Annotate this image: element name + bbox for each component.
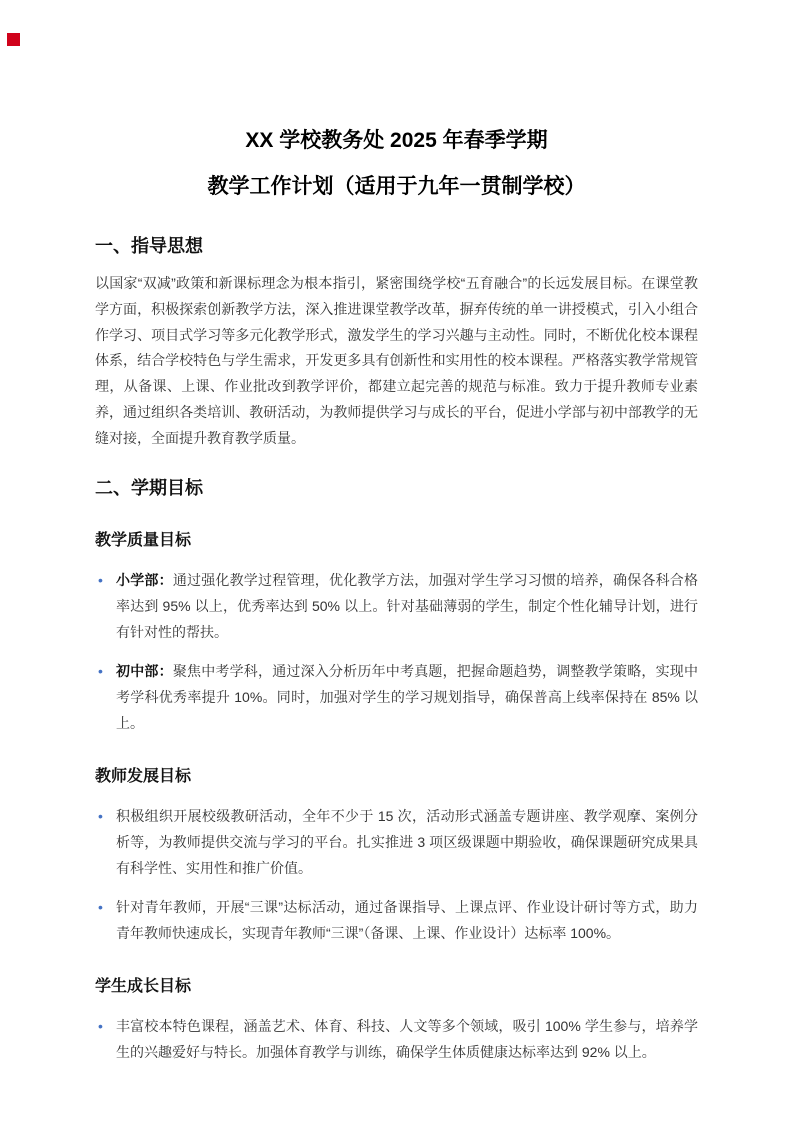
subheading-student-growth-goals: 学生成长目标 — [95, 977, 192, 995]
guiding-ideology-paragraph: 以国家“双减”政策和新课标理念为根本指引，紧密围绕学校“五育融合”的长远发展目标。在课堂教学方面，积极探索创新教学方法，深入推进课堂教学改革，摒弃传统的单一讲授模式，引入小组合作学习、项目式学习等多元化教学形式，激发学生的学习兴趣与主动性。同时，不断优化校本课程体系，结合学校特色与学生需求，开发更多具有创新性和实用性的校本课程。严格落实教学常规管理，从备课、上课、作业批改到教学评价，都建立起完善的规范与标准。致力于提升教师专业素养，通过组织各类培训、教研活动，为教师提供学习与成长的平台，促进小学部与初中部教学的无缝对接，全面提升教育教学质量。 — [95, 275, 698, 446]
list-item — [95, 803, 698, 881]
list-item — [95, 1013, 698, 1065]
bullet-text: 丰富校本特色课程，涵盖艺术、体育、科技、人文等多个领域，吸引 100% 学生参与，培养学生的兴趣爱好与特长。加强体育教学与训练，确保学生体质健康达标率达到 92% 以上。 — [116, 1017, 698, 1060]
bullet-label: 小学部： — [116, 571, 173, 588]
teaching-quality-goal-list — [95, 567, 698, 736]
section-heading-guiding-ideology: 一、指导思想 — [95, 236, 203, 256]
list-item — [95, 567, 698, 645]
bullet-text: 聚焦中考学科，通过深入分析历年中考真题，把握命题趋势，调整教学策略，实现中考学科优秀率提升 10%。同时，加强对学生的学习规划指导，确保普高上线率保持在 85% 以上。 — [116, 662, 699, 731]
list-item — [95, 658, 698, 736]
document-title — [95, 118, 698, 210]
list-item — [95, 894, 698, 946]
teacher-development-goal-list — [95, 803, 698, 946]
student-growth-goal-list — [95, 1013, 698, 1065]
bullet-label: 初中部： — [116, 662, 173, 679]
title-line-2: 教学工作计划（适用于九年一贯制学校） — [207, 175, 586, 198]
title-line-1: XX 学校教务处 2025 年春季学期 — [245, 129, 548, 152]
subheading-teacher-development-goals: 教师发展目标 — [95, 767, 192, 785]
section-heading-semester-goals: 二、学期目标 — [95, 477, 203, 498]
subheading-teaching-quality-goals: 教学质量目标 — [95, 531, 192, 549]
corner-red-marker — [7, 33, 20, 46]
bullet-text: 针对青年教师，开展“三课”达标活动，通过备课指导、上课点评、作业设计研讨等方式，助力青年教师快速成长，实现青年教师“三课”（备课、上课、作业设计）达标率 100%。 — [116, 898, 698, 941]
bullet-text: 积极组织开展校级教研活动，全年不少于 15 次，活动形式涵盖专题讲座、教学观摩、案例分析等，为教师提供交流与学习的平台。扎实推进 3 项区级课题中期验收，确保课题研究成果具有科学性、实用性和推广价值。 — [116, 807, 698, 876]
bullet-text: 通过强化教学过程管理，优化教学方法，加强对学生学习习惯的培养，确保各科合格率达到 95% 以上，优秀率达到 50% 以上。针对基础薄弱的学生，制定个性化辅导计划，进行有针对性的帮扶。 — [116, 571, 699, 640]
